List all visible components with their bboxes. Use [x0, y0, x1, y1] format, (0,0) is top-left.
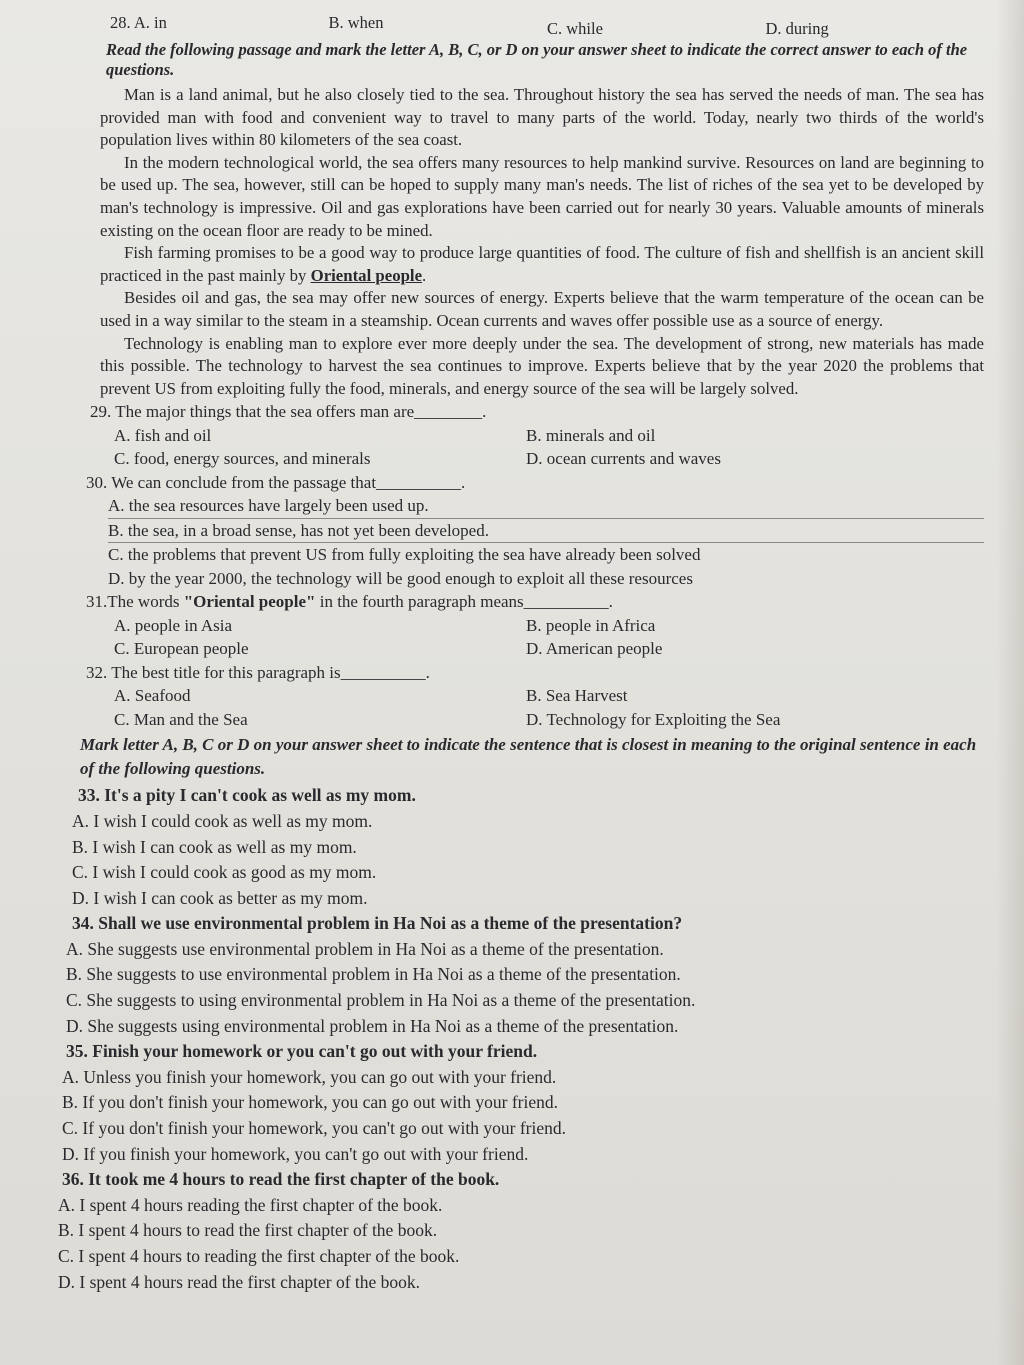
option-d: D. Technology for Exploiting the Sea [526, 709, 781, 729]
option-d: D. by the year 2000, the technology will be good enough to exploit all these resources [108, 568, 693, 588]
question-36: 36. It took me 4 hours to read the first chapter of the book. [62, 1169, 500, 1190]
q31-stem-bold: "Oriental people" [183, 592, 316, 612]
q31-stem-post: in the fourth paragraph means__________. [315, 592, 613, 612]
passage-paragraph-2: In the modern technological world, the sea offers many resources to help mankind survive. Resources on land are beginning to be used up. The sea, however, still can be hoped to supply many man's needs. The list of riches of the sea yet to be developed by man's technology is impressive. Oil and gas explorations have been carried out for nearly 30 years. Valuable amounts of minerals existing on the ocean floor are ready to be mined. [100, 152, 984, 240]
option-c: C. She suggests to using environmental problem in Ha Noi as a theme of the presentation. [66, 990, 696, 1011]
q29-options [114, 424, 984, 471]
q31-options [114, 614, 984, 661]
option-b: B. I wish I can cook as well as my mom. [72, 836, 357, 857]
option-d: D. I spent 4 hours read the first chapter of the book. [58, 1271, 421, 1292]
passage-paragraph-3 [100, 242, 984, 287]
question-30: 30. We can conclude from the passage that__________. [86, 472, 466, 492]
option-c: C. I spent 4 hours to reading the first chapter of the book. [58, 1246, 460, 1266]
q31-stem-pre: 31.The words [86, 592, 184, 612]
option-b: B. She suggests to use environmental problem in Ha Noi as a theme of the presentation. [66, 964, 681, 985]
option-c: C. If you don't finish your homework, you can't go out with your friend. [62, 1118, 567, 1139]
option-c: C. Man and the Sea [114, 709, 248, 729]
p3-end: . [422, 265, 427, 285]
option-d: D. She suggests using environmental problem in Ha Noi as a theme of the presentation. [66, 1015, 679, 1036]
option-d: D. American people [526, 639, 663, 659]
option-a: A. She suggests use environmental problem in Ha Noi as a theme of the presentation. [66, 938, 664, 959]
option-b: B. Sea Harvest [526, 686, 628, 706]
option-c: C. European people [114, 639, 249, 659]
option-d: D. during [765, 19, 829, 38]
option-d: D. I wish I can cook as better as my mom. [72, 887, 368, 908]
option-c: C. the problems that prevent US from fully exploiting the sea have already been solved [108, 545, 701, 565]
option-d: D. If you finish your homework, you can't go out with your friend. [62, 1143, 529, 1164]
option-a: A. I wish I could cook as well as my mom. [72, 810, 373, 831]
option-b: B. people in Africa [526, 615, 656, 635]
underlined-phrase: Oriental people [310, 265, 423, 285]
passage-paragraph-4: Besides oil and gas, the sea may offer new sources of energy. Experts believe that the warm temperature of the ocean can be used in a way similar to the steam in a steamship. Ocean currents and waves offer possible use as a source of energy. [100, 288, 984, 330]
option-b: B. If you don't finish your homework, you can go out with your friend. [62, 1092, 558, 1113]
option-c: C. while [547, 19, 603, 38]
option-b: B. minerals and oil [526, 425, 656, 445]
question-34: 34. Shall we use environmental problem in Ha Noi as a theme of the presentation? [72, 913, 683, 934]
q28-options [110, 12, 984, 40]
passage-paragraph-5: Technology is enabling man to explore ever more deeply under the sea. The development of strong, new materials has made this possible. The technology to harvest the sea continues to improve. Experts believe that by the year 2020 the problems that prevent US from exploiting fully the food, minerals, and energy source of the sea will be largely solved. [100, 333, 984, 398]
reading-instruction: Read the following passage and mark the letter A, B, C, or D on your answer sheet to indicate the correct answer to each of the questions. [106, 40, 968, 79]
option-b: B. the sea, in a broad sense, has not yet been developed. [108, 519, 984, 544]
question-32: 32. The best title for this paragraph is__________. [86, 662, 430, 682]
option-a: A. Seafood [114, 686, 191, 706]
option-a: A. fish and oil [114, 425, 212, 445]
question-29: 29. The major things that the sea offers man are________. [90, 402, 487, 422]
question-35: 35. Finish your homework or you can't go out with your friend. [66, 1041, 538, 1062]
question-33: 33. It's a pity I can't cook as well as my mom. [78, 785, 416, 806]
option-a: 28. A. in [110, 13, 167, 32]
p3-text: Fish farming promises to be a good way to produce large quantities of food. The culture of fish and shellfish is an ancient skill practiced in the past mainly by [100, 243, 984, 285]
option-b: B. I spent 4 hours to read the first chapter of the book. [58, 1220, 438, 1241]
option-a: A. Unless you finish your homework, you can go out with your friend. [62, 1066, 557, 1087]
option-b: B. when [328, 13, 384, 32]
sentence-instruction: Mark letter A, B, C or D on your answer sheet to indicate the sentence that is closest in meaning to the original sentence in each of the following questions. [80, 735, 977, 779]
option-c: C. I wish I could cook as good as my mom. [72, 862, 377, 883]
option-c: C. food, energy sources, and minerals [114, 449, 371, 469]
question-31 [86, 590, 984, 614]
option-a: A. I spent 4 hours reading the first chapter of the book. [58, 1194, 443, 1215]
passage-paragraph-1: Man is a land animal, but he also closely tied to the sea. Throughout history the sea has served the needs of man. The sea has provided man with food and convenient way to travel to many parts of the world. Today, nearly two thirds of the world's population lives within 80 kilometers of the sea coast. [100, 85, 984, 150]
q32-options [114, 684, 984, 731]
option-a: A. the sea resources have largely been used up. [108, 494, 984, 519]
option-a: A. people in Asia [114, 615, 233, 635]
option-d: D. ocean currents and waves [526, 449, 721, 469]
paper-edge-shadow [996, 0, 1024, 1365]
